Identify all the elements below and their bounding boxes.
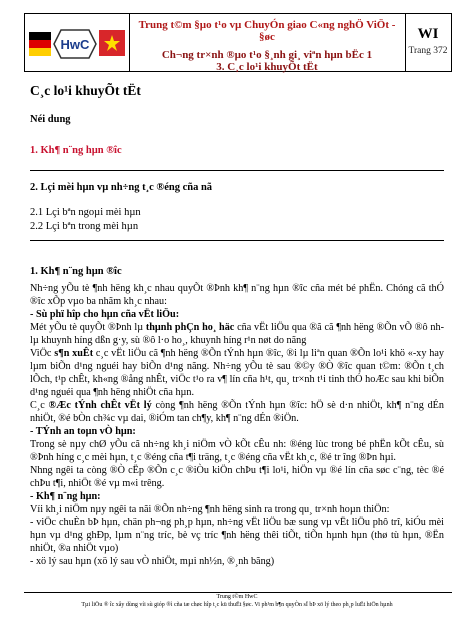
doc-code-block — [405, 14, 451, 71]
divider — [30, 240, 444, 241]
paragraph: ViÖc s¶n xuÊt c¸c vËt liÖu cã ¶nh hëng ®Õn tÝnh hµn ®îc, ®i lµ liªn quan ®Õn lo¹i khö «-xy hay lµm biÕn d¹ng nguéi hay biÕn d¹ng nãng. Nh÷ng yÕu tè sau ®©y ®Ò ®îc quan t©m: ®Õn t¸ch lÕch, t¹p chÊt, kh«ng ®ång nhÊt, viÖc t¹o ra v¶ lín cña h¹t, qu¸ tr×nh t¹i tinh thÓ hoÆc sau khi biÕn d¹ng nguéi qua ¶nh hëng nhiÖt cña hµn. — [30, 348, 444, 398]
org-name-line2: §øc — [259, 31, 275, 43]
paragraph: Trong sè nµy chØ yÕu cã nh÷ng kh¸i niÖm vÒ kÕt cÊu nh: ®éng lùc trong bé phËn kÕt cÊu, sù ®Þnh híng c¸c mèi hµn, t¸c ®éng cña t¶i träng, t¸c ®éng cña vËt kh¸c, ®é tr îng ®Þn hµi. — [30, 439, 444, 463]
toc-subitem-2-2: 2.2 Lçi bªn trong mèi hµn — [30, 221, 139, 232]
section-title: C¸c lo¹i khuyÕt tËt — [30, 83, 141, 98]
paragraph: - viÖc chuÈn bÞ hµn, chän ph¬ng ph¸p hµn, nh÷ng vËt liÖu bæ sung vµ vËt liÖu phô trî, kiÓu mèi hµn vµ d¹ng ghÐp, lµm n¨ng tríc, bè vç tríc ¶nh hëng thêi tiÕt, tiÕn hµnh hµn (thø tù hµn, ®Ën nhiÖt, ®a nhiÖt vµo) — [30, 517, 444, 554]
toc-item-2: 2. Lçi mèi hµn vµ nh÷ng t¸c ®éng cña nã — [30, 182, 213, 193]
paragraph: Víi kh¸i niÖm nµy ngêi ta nãi ®Õn nh÷ng ¶nh hëng sinh ra trong qu¸ tr×nh hoµn thiÖn: — [30, 504, 390, 515]
subheading-safety: - TÝnh an toµn vÒ hµn: — [30, 426, 136, 437]
subheading-suitability: - Sù phï hîp cho hµn cña vËt liÖu: — [30, 309, 180, 320]
footer-divider — [24, 592, 452, 593]
divider — [30, 170, 444, 171]
subheading-weldability: - Kh¶ n¨ng hµn: — [30, 491, 101, 502]
hwc-logo — [25, 14, 130, 71]
logo-text: HwC — [60, 37, 90, 52]
section-heading-1: 1. Kh¶ n¨ng hµn ®îc — [30, 266, 122, 277]
toc-subitem-2-1: 2.1 Lçi bªn ngoµi mèi hµn — [30, 207, 141, 218]
footer-copyright: Tµi liÖu ® îc xây dùng víi sù gióp ®ì cña tæ chøc hîp t¸c kü thuËt §øc. Vi ph¹m b¶n quyÒn sÏ bÞ xö lý theo ph¸p luËt hiÖn hµnh — [81, 602, 393, 608]
paragraph: Nh÷ng yÕu tè ¶nh hëng kh¸c nhau quyÕt ®Þnh kh¶ n¨ng hµn ®îc cña mét bé phËn. Chóng cã thÓ ®îc xÕp vµo ba nhãm kh¸c nhau: — [30, 283, 444, 307]
footer-center-name: Trung t©m HwC — [216, 594, 258, 600]
course-title: Ch¬ng tr×nh ®µo t¹o §¸nh gi¸ viªn hµn bËc 1 — [161, 49, 373, 61]
content-label: Néi dung — [30, 114, 71, 125]
germany-flag-icon — [29, 32, 51, 56]
page-number: Trang 372 — [408, 46, 448, 56]
hwc-hexagon-icon — [53, 29, 97, 59]
paragraph: - xö lý sau hµn (xö lý sau vÒ nhiÖt, mµi nh½n, ®¸nh bãng) — [30, 556, 275, 567]
paragraph: Mét yÕu tè quyÕt ®Þnh lµ thµnh phÇn ho¸ häc cña vËt liÖu qua ®ã cã ¶nh hëng ®Õn vÕ ®ô nh lµ khuynh híng dßn g·y, sù ®ô l·o ho¸, khuynh híng r¹n nøt do nãng — [30, 322, 444, 346]
doc-code: WI — [417, 26, 439, 42]
paragraph: C¸c ®Æc tÝnh chÊt vËt lý còng ¶nh hëng ®Õn tÝnh hµn ®îc: hÖ sè d·n nhiÖt, kh¶ n¨ng dÉn nhiÖt, ®é bÒn ch¾c vµ dai, ®iÓm tan ch¶y, kh¶ n¨ng dÉn ®iÖn. — [30, 400, 444, 424]
chapter-title: 3. C¸c lo¹i khuyÕt tËt — [216, 61, 318, 73]
vietnam-flag-icon — [99, 30, 125, 56]
document-header — [24, 13, 452, 72]
header-title-block — [129, 14, 406, 71]
org-name-line1: Trung t©m §µo t¹o vµ ChuyÓn giao C«ng nghÖ ViÖt - — [138, 19, 396, 31]
toc-item-1: 1. Kh¶ n¨ng hµn ®îc — [30, 145, 122, 156]
paragraph: Nhng ngêi ta còng ®Ò cËp ®Õn c¸c ®iÒu kiÖn chÞu t¶i lo¹i, hiÖn vµ ®é lín cña søc c¨ng, tèc ®é chÞu t¶i, nhiÖt ®é vµ m«i trêng. — [30, 465, 444, 489]
body-text — [30, 282, 444, 568]
